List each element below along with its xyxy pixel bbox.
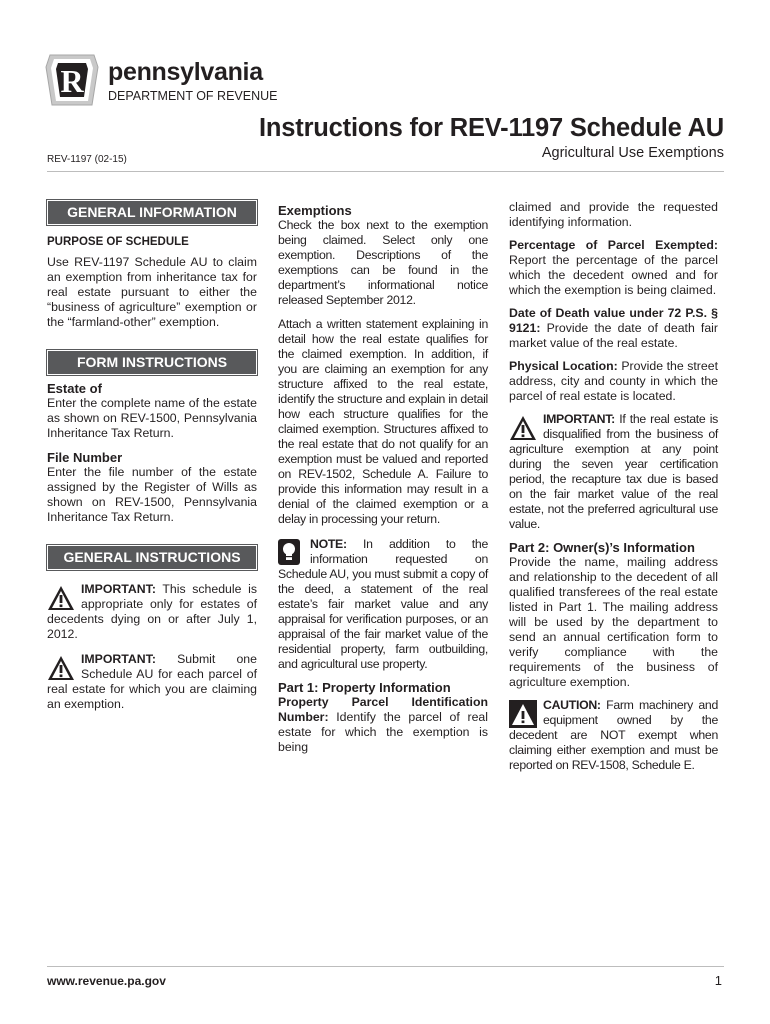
- section-banner-form-instructions: FORM INSTRUCTIONS: [47, 350, 257, 375]
- ppin-continued-text: claimed and provide the requested identifying information.: [509, 200, 718, 229]
- important-label: IMPORTANT:: [81, 652, 156, 666]
- caution-label: CAUTION:: [543, 698, 601, 712]
- exemptions-heading: Exemptions: [278, 203, 352, 218]
- logo-wordmark: pennsylvania: [108, 58, 263, 86]
- page-number: 1: [714, 973, 722, 988]
- percentage-label: Percentage of Parcel Exempted:: [509, 238, 718, 252]
- note-label: NOTE:: [310, 537, 347, 551]
- important-text: This schedule is appropriate only for estates of decedents dying on or after July 1, 2012.: [47, 582, 257, 641]
- footer-website-link[interactable]: www.revenue.pa.gov: [47, 974, 166, 988]
- warning-triangle-icon: [509, 700, 537, 728]
- important-notice-2: [47, 652, 257, 712]
- date-of-death-text: Provide the date of death fair market value of the real estate.: [509, 321, 718, 350]
- note-notice: [278, 537, 488, 672]
- warning-triangle-icon: [47, 584, 75, 612]
- physical-location-text: Provide the street address, city and county in which the parcel of real estate is located.: [509, 359, 719, 403]
- exemptions-text: Check the box next to the exemption being claimed. Select only one exemption. Descriptions of the exemptions can be found in the department’s informational notice released September 2012.: [278, 218, 488, 307]
- important-text: If the real estate is disqualified from the business of agriculture exemption at any point during the seven year certification period, the recapture tax due is based on the fair market value of the real estate, not the preferred agricultural use value.: [509, 412, 718, 531]
- important-label: IMPORTANT:: [81, 582, 156, 596]
- part2-text: Provide the name, mailing address and relationship to the decedent of all qualified transferees of the real estate listed in Part 1. The mailing address will be used by the department to send an annual certification form to verify compliance with the requirements of the business of agriculture exemption.: [509, 555, 718, 689]
- note-text: In addition to the information requested on Schedule AU, you must submit a copy of the deed, a statement of the real estate’s fair market value and any appraisal for verification purposes, or an appraisal of the fair market value of the residential property, farm outbuilding, and agricultural use property.: [278, 537, 488, 671]
- important-notice-3: [509, 412, 718, 532]
- file-number-text: Enter the file number of the estate assigned by the Register of Wills as shown on REV-1500, Pennsylvania Inheritance Tax Return.: [47, 465, 257, 524]
- section-banner-general-instructions: GENERAL INSTRUCTIONS: [47, 545, 257, 570]
- file-number-heading: File Number: [47, 450, 123, 465]
- column-right: [509, 200, 718, 773]
- estate-heading: Estate of: [47, 381, 102, 396]
- ppin-text: Identify the parcel of real estate for which the exemption is being: [278, 710, 488, 754]
- part2-heading: Part 2: Owner(s)’s Information: [509, 540, 695, 555]
- column-middle: [278, 203, 488, 755]
- purpose-heading: PURPOSE OF SCHEDULE: [47, 236, 189, 248]
- estate-text: Enter the complete name of the estate as shown on REV-1500, Pennsylvania Inheritance Tax Return.: [47, 396, 257, 440]
- caution-text: Farm machinery and equipment owned by the decedent are NOT exempt when claiming either exemption and must be reported on REV-1508, Schedule E.: [509, 698, 718, 772]
- lightbulb-icon: [278, 539, 300, 565]
- warning-triangle-icon: [509, 414, 537, 442]
- column-left: [47, 200, 257, 712]
- physical-location-label: Physical Location:: [509, 359, 618, 373]
- important-notice-1: [47, 582, 257, 642]
- percentage-text: Report the percentage of the parcel which the decedent owned and for which the exemption is being claimed.: [509, 253, 718, 297]
- logo-department: DEPARTMENT OF REVENUE: [108, 89, 278, 103]
- form-number: REV-1197 (02-15): [47, 154, 127, 165]
- attach-statement-text: Attach a written statement explaining in detail how the real estate qualifies for the claimed exemption. In addition, if you are claiming an exemption for any structure affixed to the real estate, identify the structure and explain in detail how each structure qualifies for the claimed exemption. Structures affixed to the real estate that do not qualify for an exemption must be valued and reported on REV-1502, Schedule A. Failure to provide this information may result in a denial of the claimed exemption or a delay in processing your return.: [278, 317, 488, 526]
- svg-text:R: R: [60, 63, 84, 99]
- header-divider: [47, 171, 724, 172]
- part1-heading: Part 1: Property Information: [278, 680, 451, 695]
- footer-divider: [47, 966, 724, 967]
- section-banner-general-information: GENERAL INFORMATION: [47, 200, 257, 225]
- date-of-death-label: Date of Death value under 72 P.S. § 9121:: [509, 306, 718, 335]
- caution-notice: [509, 698, 718, 773]
- warning-triangle-icon: [47, 654, 75, 682]
- keystone-logo-icon: [44, 53, 100, 107]
- page-subtitle: Agricultural Use Exemptions: [541, 145, 724, 161]
- important-label: IMPORTANT:: [543, 412, 615, 426]
- page-title: Instructions for REV-1197 Schedule AU: [259, 114, 724, 142]
- important-text: Submit one Schedule AU for each parcel of real estate for which you are claiming an exemption.: [47, 652, 257, 711]
- purpose-text: Use REV-1197 Schedule AU to claim an exemption from inheritance tax for real estate pursuant to either the “business of agriculture” exemption or the “farmland-other” exemption.: [47, 255, 257, 329]
- ppin-label: Property Parcel Identification Number:: [278, 695, 488, 724]
